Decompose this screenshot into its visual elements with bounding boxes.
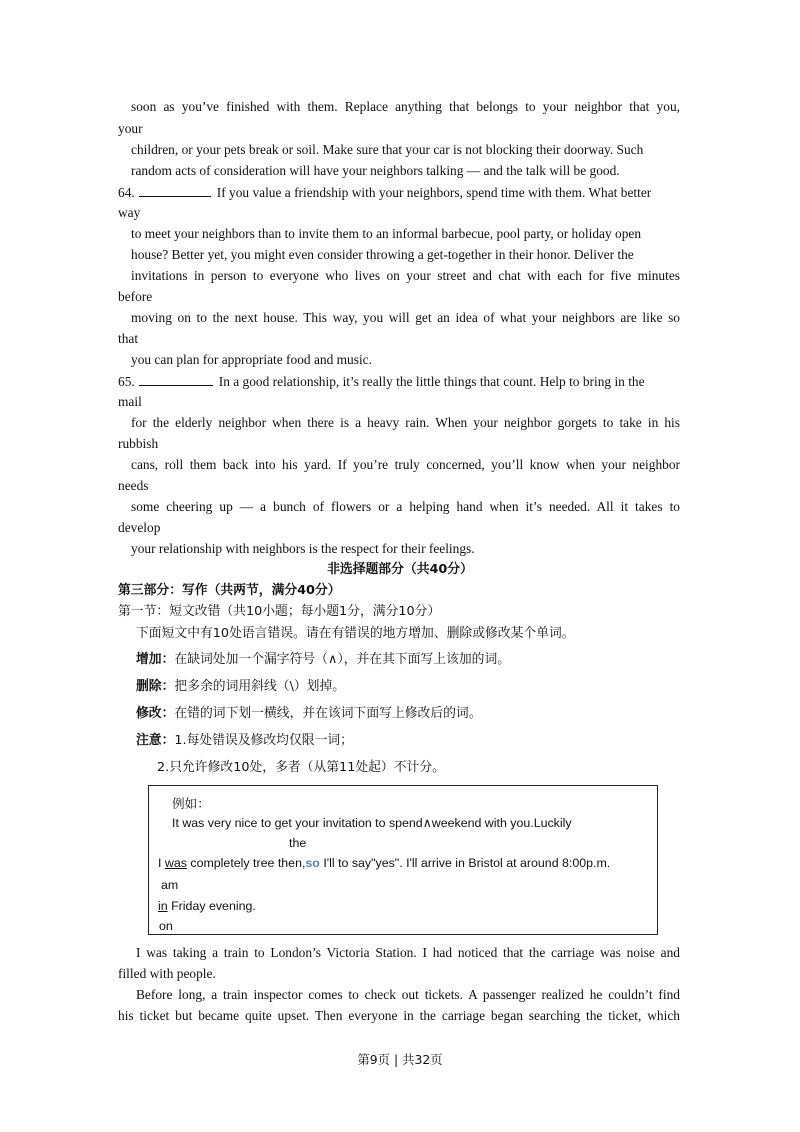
passage-line: needs (118, 478, 149, 493)
answer-blank-65[interactable] (139, 373, 213, 386)
essay-line: I was taking a train to London’s Victoria Station. I had noticed that the carriage was noise and (136, 945, 680, 960)
passage-line: your relationship with neighbors is the respect for their feelings. (131, 541, 475, 556)
page-total: 共32页 (402, 1052, 443, 1067)
passage-line: soon as you’ve finished with them. Replace anything that belongs to your neighbor that you, (131, 99, 680, 114)
essay-line: his ticket but became quite upset. Then everyone in the carriage began searching the ticket, which (118, 1008, 680, 1023)
passage-line: develop (118, 520, 161, 535)
example-line-1: It was very nice to get your invitation to spend∧weekend with you.Luckily (172, 816, 572, 830)
rule-delete (136, 679, 345, 695)
passage-line: mail (118, 394, 142, 409)
rule-text: 在错的词下划一横线，并在该词下面写上修改后的词。 (174, 706, 482, 721)
passage-line: random acts of consideration will have your neighbors talking — and the talk will be good. (131, 163, 620, 178)
example-correction: on (159, 919, 173, 933)
passage-line: rubbish (118, 436, 159, 451)
essay-line: filled with people. (118, 966, 216, 981)
rule-label: 注意： (136, 733, 175, 748)
example-line-2 (158, 856, 610, 870)
example-error-word: was (164, 856, 187, 870)
passage-line: you can plan for appropriate food and music. (131, 352, 372, 367)
question-64-line (118, 184, 680, 201)
example-deleted-word: so (305, 856, 320, 870)
subsection-heading: 第一节：短文改错（共10小题；每小题1分，满分10分） (118, 604, 441, 619)
passage-line: to meet your neighbors than to invite them to an informal barbecue, pool party, or holiday open (131, 226, 642, 241)
passage-line: that (118, 331, 139, 346)
example-correction: am (161, 878, 179, 892)
example-box (148, 785, 658, 935)
rule-label: 删除： (136, 679, 175, 694)
answer-blank-64[interactable] (139, 184, 211, 197)
section-heading: 非选择题部分（共40分） (327, 562, 473, 577)
rule-label: 增加： (136, 652, 175, 667)
rule-note (136, 733, 353, 749)
example-text: completely tree then, (186, 856, 306, 870)
question-number: 65. (118, 374, 135, 389)
example-text: Friday evening. (167, 899, 256, 913)
passage-line: some cheering up — a bunch of flowers or a helping hand when it’s needed. All it takes to (131, 499, 680, 514)
footer-separator: | (393, 1052, 399, 1067)
page-number: 第9页 (357, 1052, 390, 1067)
rule-note-2: 2.只允许修改10处，多者（从第11处起）不计分。 (157, 760, 445, 775)
question-65-line (118, 373, 680, 390)
essay-line: Before long, a train inspector comes to check out tickets. A passenger realized he couldn’t find (136, 987, 680, 1002)
passage-line: If you value a friendship with your neighbors, spend time with them. What better (216, 185, 652, 200)
rule-text: 在缺词处加一个漏字符号（∧），并在其下面写上该加的词。 (174, 652, 511, 667)
part-heading: 第三部分：写作（共两节，满分40分） (118, 583, 341, 598)
example-error-word: in (158, 899, 168, 913)
instructions-intro: 下面短文中有10处语言错误。请在有错误的地方增加、删除或修改某个单词。 (136, 626, 575, 641)
example-text: I (158, 856, 165, 870)
rule-modify (136, 706, 482, 722)
example-label: 例如： (172, 797, 210, 811)
rule-add (136, 652, 510, 668)
passage-line: In a good relationship, it’s really the little things that count. Help to bring in the (218, 374, 645, 389)
passage-line: before (118, 289, 153, 304)
example-text: I'll to say"yes". I'll arrive in Bristol at around 8:00p.m. (319, 856, 611, 870)
page-footer (0, 1050, 800, 1068)
rule-label: 修改： (136, 706, 175, 721)
passage-line: children, or your pets break or soil. Make sure that your car is not blocking their doorway. Such (131, 142, 644, 157)
passage-line: invitations in person to everyone who lives on your street and chat with each for five minutes (131, 268, 680, 283)
passage-line: house? Better yet, you might even consider throwing a get-together in their honor. Deliver the (131, 247, 634, 262)
example-insert-word: the (289, 836, 307, 850)
passage-line: moving on to the next house. This way, you will get an idea of what your neighbors are like so (131, 310, 680, 325)
passage-line: cans, roll them back into his yard. If you’re truly concerned, you’ll know when your neighbor (131, 457, 680, 472)
passage-line: your (118, 121, 143, 136)
question-number: 64. (118, 185, 135, 200)
example-line-3 (158, 899, 256, 913)
passage-line: for the elderly neighbor when there is a heavy rain. When your neighbor gorgets to take in his (131, 415, 680, 430)
rule-text: 把多余的词用斜线（\）划掉。 (174, 679, 346, 694)
passage-line: way (118, 205, 141, 220)
rule-text: 1.每处错误及修改均仅限一词； (174, 733, 353, 748)
